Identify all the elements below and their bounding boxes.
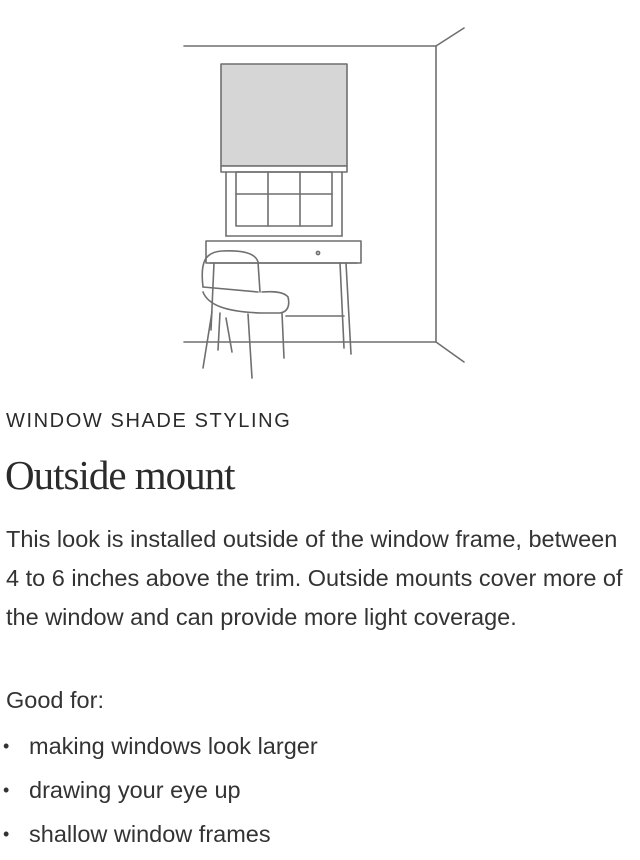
room-illustration <box>0 0 640 390</box>
bullet-icon: • <box>3 736 10 756</box>
section-title: Outside mount <box>5 452 235 498</box>
benefit-text: making windows look larger <box>29 733 318 759</box>
window-shade <box>221 64 347 172</box>
bullet-icon: • <box>3 780 10 800</box>
room-with-window-shade-desk-chair-icon <box>0 0 640 390</box>
chair <box>202 251 289 378</box>
good-for-label: Good for: <box>6 687 104 713</box>
benefit-text: drawing your eye up <box>29 777 241 803</box>
benefit-text: shallow window frames <box>29 821 271 847</box>
section-description: This look is installed outside of the window frame, between 4 to 6 inches above the trim. Outside mounts cover more of the window and can provide more light coverage. <box>6 526 623 630</box>
section-eyebrow: WINDOW SHADE STYLING <box>6 410 292 432</box>
window-frame <box>226 172 342 236</box>
bullet-icon: • <box>3 824 10 844</box>
